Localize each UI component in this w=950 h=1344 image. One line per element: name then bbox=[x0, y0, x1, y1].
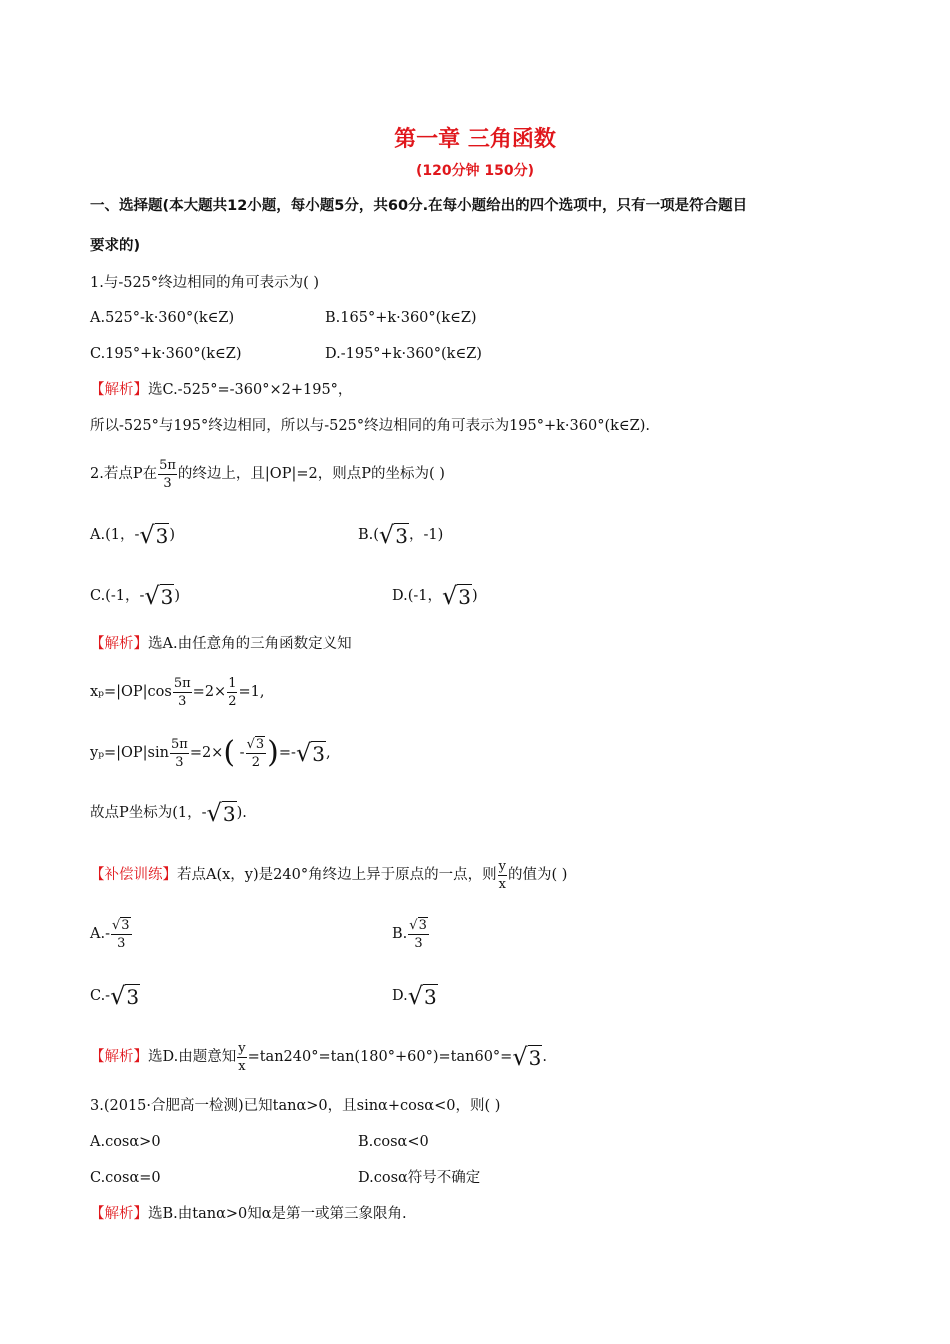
q1-option-a: A.525°-k·360°(k∈Z) bbox=[90, 310, 235, 326]
q1-solution bbox=[90, 380, 352, 400]
fraction-numerator: 5π bbox=[159, 457, 176, 473]
section-heading: 一、选择题(本大题共12小题，每小题5分，共60分.在每小题给出的四个选项中，只有一项是符合题目 bbox=[90, 198, 748, 214]
extra-option-c bbox=[90, 981, 140, 1011]
section-heading-cont: 要求的) bbox=[90, 238, 141, 254]
q2-option-a bbox=[90, 520, 175, 550]
q2-stem-text: 2.若点P在 bbox=[90, 466, 158, 482]
q1-solution-line1: 选C.-525°=-360°×2+195°， bbox=[148, 382, 353, 398]
q2-solution-end bbox=[90, 798, 247, 828]
sqrt-symbol: √3 bbox=[139, 520, 169, 549]
sqrt-symbol: √3 bbox=[512, 1042, 542, 1071]
extra-solution bbox=[90, 1037, 547, 1077]
chapter-subtitle: (120分钟 150分) bbox=[415, 163, 535, 179]
formula-text: . bbox=[542, 1049, 547, 1065]
q1-option-c: C.195°+k·360°(k∈Z) bbox=[90, 346, 242, 362]
fraction bbox=[170, 738, 189, 769]
radicand: 3 bbox=[155, 523, 169, 548]
extra-option-d bbox=[392, 981, 438, 1011]
chapter-title: 第一章 三角函数 bbox=[394, 127, 556, 152]
q2-stem-text-end: 的终边上，且|OP|=2，则点P的坐标为( ) bbox=[177, 466, 445, 482]
formula-text: =1, bbox=[238, 684, 265, 700]
q1-option-b: B.165°+k·360°(k∈Z) bbox=[325, 310, 477, 326]
q3-option-b: B.cosα<0 bbox=[358, 1134, 429, 1150]
fraction-denominator: 3 bbox=[170, 753, 189, 769]
fraction-numerator: 5π bbox=[170, 736, 188, 752]
solution-tag: 【解析】 bbox=[90, 1206, 148, 1222]
fraction-denominator: 3 bbox=[158, 474, 177, 490]
fraction bbox=[246, 738, 267, 769]
formula-text: xₚ=|OP|cos bbox=[90, 684, 172, 700]
sqrt-symbol: √3 bbox=[111, 917, 130, 933]
fraction bbox=[111, 919, 132, 950]
fraction-denominator: x bbox=[238, 1058, 246, 1074]
option-text-end: ，-1) bbox=[408, 527, 444, 543]
q3-option-a: A.cosα>0 bbox=[90, 1134, 161, 1150]
practice-tag: 【补偿训练】 bbox=[90, 867, 177, 883]
solution-tag: 【解析】 bbox=[90, 636, 148, 652]
formula-text: ). bbox=[236, 805, 247, 821]
fraction-numerator bbox=[246, 738, 267, 753]
fraction-denominator: 3 bbox=[408, 934, 429, 950]
fraction-denominator: 2 bbox=[246, 753, 267, 769]
option-text: B.( bbox=[358, 527, 379, 543]
option-text: A.- bbox=[90, 926, 110, 942]
fraction-numerator bbox=[111, 919, 132, 934]
fraction-denominator: 2 bbox=[228, 693, 237, 709]
formula-text: yₚ=|OP|sin bbox=[90, 745, 169, 761]
option-text-end: ) bbox=[169, 527, 176, 543]
sqrt-symbol: √3 bbox=[409, 917, 427, 933]
sqrt-symbol: √3 bbox=[110, 981, 140, 1010]
radicand: 3 bbox=[222, 801, 236, 826]
extra-stem-text: 若点A(x，y)是240°角终边上异于原点的一点，则 bbox=[177, 867, 497, 883]
fraction-numerator: y bbox=[238, 1040, 246, 1056]
fraction-numerator: y bbox=[498, 858, 506, 874]
solution-tag: 【解析】 bbox=[90, 1049, 148, 1065]
radicand: 3 bbox=[160, 584, 174, 609]
q3-solution-text: 选B.由tanα>0知α是第一或第三象限角. bbox=[148, 1206, 407, 1222]
fraction-numerator bbox=[408, 919, 429, 934]
sqrt-symbol: √3 bbox=[442, 581, 472, 610]
radicand: 3 bbox=[255, 736, 265, 752]
q3-solution bbox=[90, 1204, 407, 1224]
formula-text: 故点P坐标为(1，- bbox=[90, 805, 207, 821]
solution-tag: 【解析】 bbox=[90, 382, 148, 398]
q1-solution-line2: 所以-525°与195°终边相同，所以与-525°终边相同的角可表示为195°+k·360°(k∈Z). bbox=[90, 418, 650, 434]
sqrt-symbol: √3 bbox=[378, 520, 408, 549]
q2-stem bbox=[90, 455, 445, 493]
q2-solution-line1: 选A.由任意角的三角函数定义知 bbox=[148, 636, 352, 652]
radicand: 3 bbox=[528, 1045, 542, 1070]
fraction bbox=[158, 459, 177, 490]
extra-option-a bbox=[90, 913, 133, 955]
fraction-denominator: 3 bbox=[173, 692, 192, 708]
formula-text: =2× bbox=[192, 684, 227, 700]
formula-text: , bbox=[325, 745, 331, 761]
q2-option-b bbox=[358, 520, 443, 550]
formula-text: =2× bbox=[189, 745, 224, 761]
extra-option-b bbox=[392, 913, 430, 955]
option-text: A.(1，- bbox=[90, 527, 140, 543]
option-text: C.(-1，- bbox=[90, 588, 145, 604]
option-text: B. bbox=[392, 926, 408, 942]
fraction-denominator: x bbox=[498, 876, 506, 892]
fraction bbox=[173, 677, 192, 708]
option-text: C.- bbox=[90, 988, 111, 1004]
sqrt-symbol: √3 bbox=[407, 981, 437, 1010]
radicand: 3 bbox=[121, 917, 130, 933]
formula-text: =tan240°=tan(180°+60°)=tan60°= bbox=[247, 1049, 513, 1065]
fraction bbox=[408, 919, 429, 950]
radicand: 3 bbox=[458, 584, 472, 609]
formula-text: =- bbox=[278, 745, 296, 761]
extra-stem-text-end: 的值为( ) bbox=[507, 867, 568, 883]
q1-stem: 1.与-525°终边相同的角可表示为( ) bbox=[90, 275, 320, 291]
option-text: D.(-1， bbox=[392, 588, 442, 604]
option-text-end: ) bbox=[174, 588, 181, 604]
q3-stem: 3.(2015·合肥高一检测)已知tanα>0，且sinα+cosα<0，则( ) bbox=[90, 1098, 501, 1114]
sqrt-symbol: √3 bbox=[295, 738, 325, 767]
q1-option-d: D.-195°+k·360°(k∈Z) bbox=[325, 346, 482, 362]
q2-solution bbox=[90, 634, 352, 654]
q3-option-c: C.cosα=0 bbox=[90, 1170, 161, 1186]
minus-sign: - bbox=[239, 745, 245, 761]
fraction bbox=[498, 860, 507, 891]
option-text: D. bbox=[392, 988, 408, 1004]
q3-option-d: D.cosα符号不确定 bbox=[358, 1170, 481, 1186]
sqrt-symbol: √3 bbox=[144, 581, 174, 610]
fraction-denominator: 3 bbox=[111, 934, 132, 950]
fraction-numerator: 5π bbox=[173, 675, 191, 691]
q2-option-c bbox=[90, 581, 180, 611]
option-text-end: ) bbox=[472, 588, 478, 604]
radicand: 3 bbox=[312, 741, 325, 766]
sqrt-symbol: √3 bbox=[246, 736, 265, 752]
fraction-numerator: 1 bbox=[228, 675, 237, 691]
fraction bbox=[237, 1042, 246, 1073]
q2-option-d bbox=[392, 581, 478, 611]
q2-solution-x bbox=[90, 672, 264, 712]
q2-solution-y: yₚ=|OP|sin $\frac{5\pi}{3}$ =2×( - $\frac{√3}{2}$ )=-√3, bbox=[90, 735, 331, 770]
radicand: 3 bbox=[418, 917, 427, 933]
radicand: 3 bbox=[126, 984, 140, 1009]
radicand: 3 bbox=[395, 523, 408, 548]
radicand: 3 bbox=[424, 984, 437, 1009]
formula-text: 选D.由题意知 bbox=[148, 1049, 237, 1065]
fraction bbox=[227, 677, 237, 708]
sqrt-symbol: √3 bbox=[206, 798, 236, 827]
extra-stem bbox=[90, 855, 567, 895]
